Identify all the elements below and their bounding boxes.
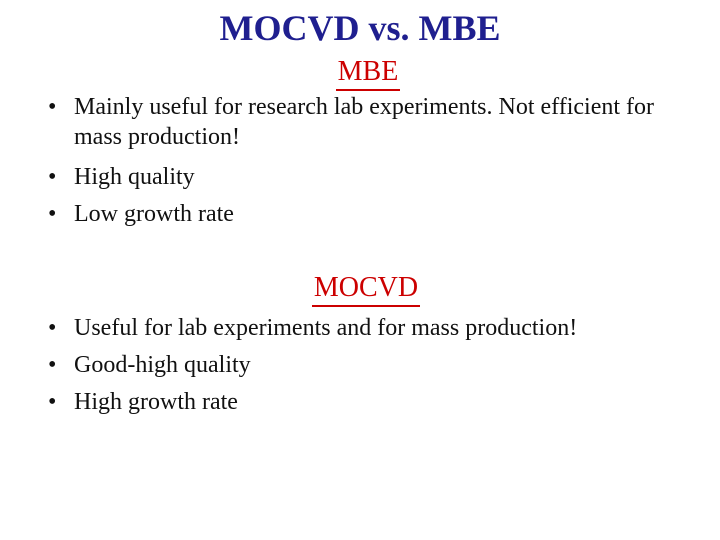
bullet-text: Useful for lab experiments and for mass production! [74, 315, 578, 341]
bullet-text: High growth rate [74, 389, 238, 415]
section-heading-mocvd [6, 272, 720, 307]
bullet-icon: • [48, 352, 57, 378]
section-heading-mbe-text: MBE [336, 56, 401, 91]
bullet-icon: • [48, 315, 57, 341]
list-item [22, 384, 702, 421]
bullet-text: Mainly useful for research lab experiments. Not efficient for mass production! [74, 94, 655, 150]
list-item [22, 159, 682, 196]
bullet-icon: • [48, 94, 57, 120]
bullet-text: Good-high quality [74, 352, 251, 378]
list-item [22, 196, 682, 233]
list-item [22, 347, 702, 384]
bullet-text: Low growth rate [74, 201, 234, 227]
list-item [22, 92, 682, 152]
bullet-icon: • [48, 201, 57, 227]
slide-title: MOCVD vs. MBE [219, 8, 501, 48]
bullet-list-mocvd [22, 310, 702, 421]
bullet-list-mbe [22, 92, 682, 233]
section-heading-mocvd-text: MOCVD [312, 272, 420, 307]
bullet-icon: • [48, 389, 57, 415]
list-item [22, 310, 702, 347]
bullet-text: High quality [74, 164, 195, 190]
bullet-icon: • [48, 164, 57, 190]
section-heading-mbe [8, 56, 720, 91]
